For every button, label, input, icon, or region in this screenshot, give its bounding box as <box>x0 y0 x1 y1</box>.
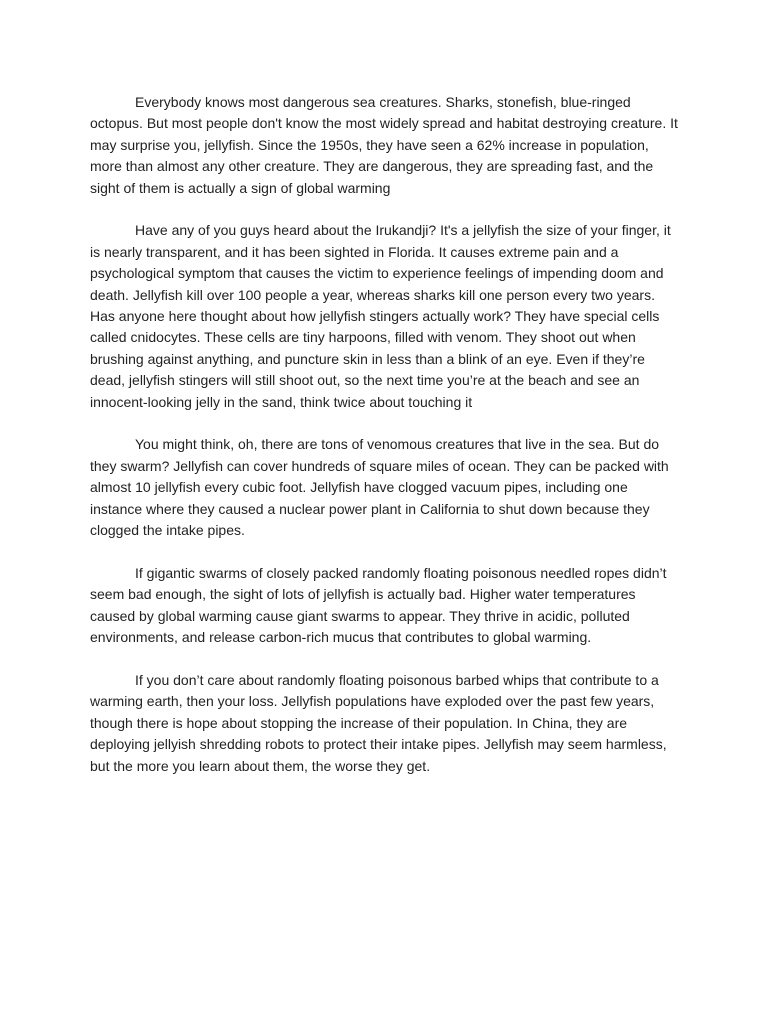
document-body <box>90 92 682 798</box>
paragraph-4: If gigantic swarms of closely packed randomly floating poisonous needled ropes didn’t seem bad enough, the sight of lots of jellyfish is actually bad. Higher water temperatures caused by global warming cause giant swarms to appear. They thrive in acidic, polluted environments, and release carbon-rich mucus that contributes to global warming. <box>90 564 667 646</box>
paragraph-1: Everybody knows most dangerous sea creatures. Sharks, stonefish, blue-ringed octopus. But most people don't know the most widely spread and habitat destroying creature. It may surprise you, jellyfish. Since the 1950s, they have seen a 62% increase in population, more than almost any other creature. They are dangerous, they are spreading fast, and the sight of them is actually a sign of global warming <box>90 94 678 196</box>
paragraph-2: Have any of you guys heard about the Irukandji? It's a jellyfish the size of your finger, it is nearly transparent, and it has been sighted in Florida. It causes extreme pain and a psychological symptom that causes the victim to experience feelings of impending doom and death. Jellyfish kill over 100 people a year, whereas sharks kill one person every two years. Has anyone here thought about how jellyfish stingers actually work? They have special cells called cnidocytes. These cells are tiny harpoons, filled with venom. They shoot out when brushing against anything, and puncture skin in less than a blink of an eye. Even if they’re dead, jellyfish stingers will still shoot out, so the next time you’re at the beach and see an innocent-looking jelly in the sand, think twice about touching it <box>90 222 671 410</box>
paragraph-3: You might think, oh, there are tons of venomous creatures that live in the sea. But do they swarm? Jellyfish can cover hundreds of square miles of ocean. They can be packed with almost 10 jellyfish every cubic foot. Jellyfish have clogged vacuum pipes, including one instance where they caused a nuclear power plant in California to shut down because they clogged the intake pipes. <box>90 436 669 539</box>
paragraph-5: If you don’t care about randomly floating poisonous barbed whips that contribute to a warming earth, then your loss. Jellyfish populations have exploded over the past few years, though there is hope about stopping the increase of their population. In China, they are deploying jellyish shredding robots to protect their intake pipes. Jellyfish may seem harmless, but the more you learn about them, the worse they get. <box>90 671 667 774</box>
